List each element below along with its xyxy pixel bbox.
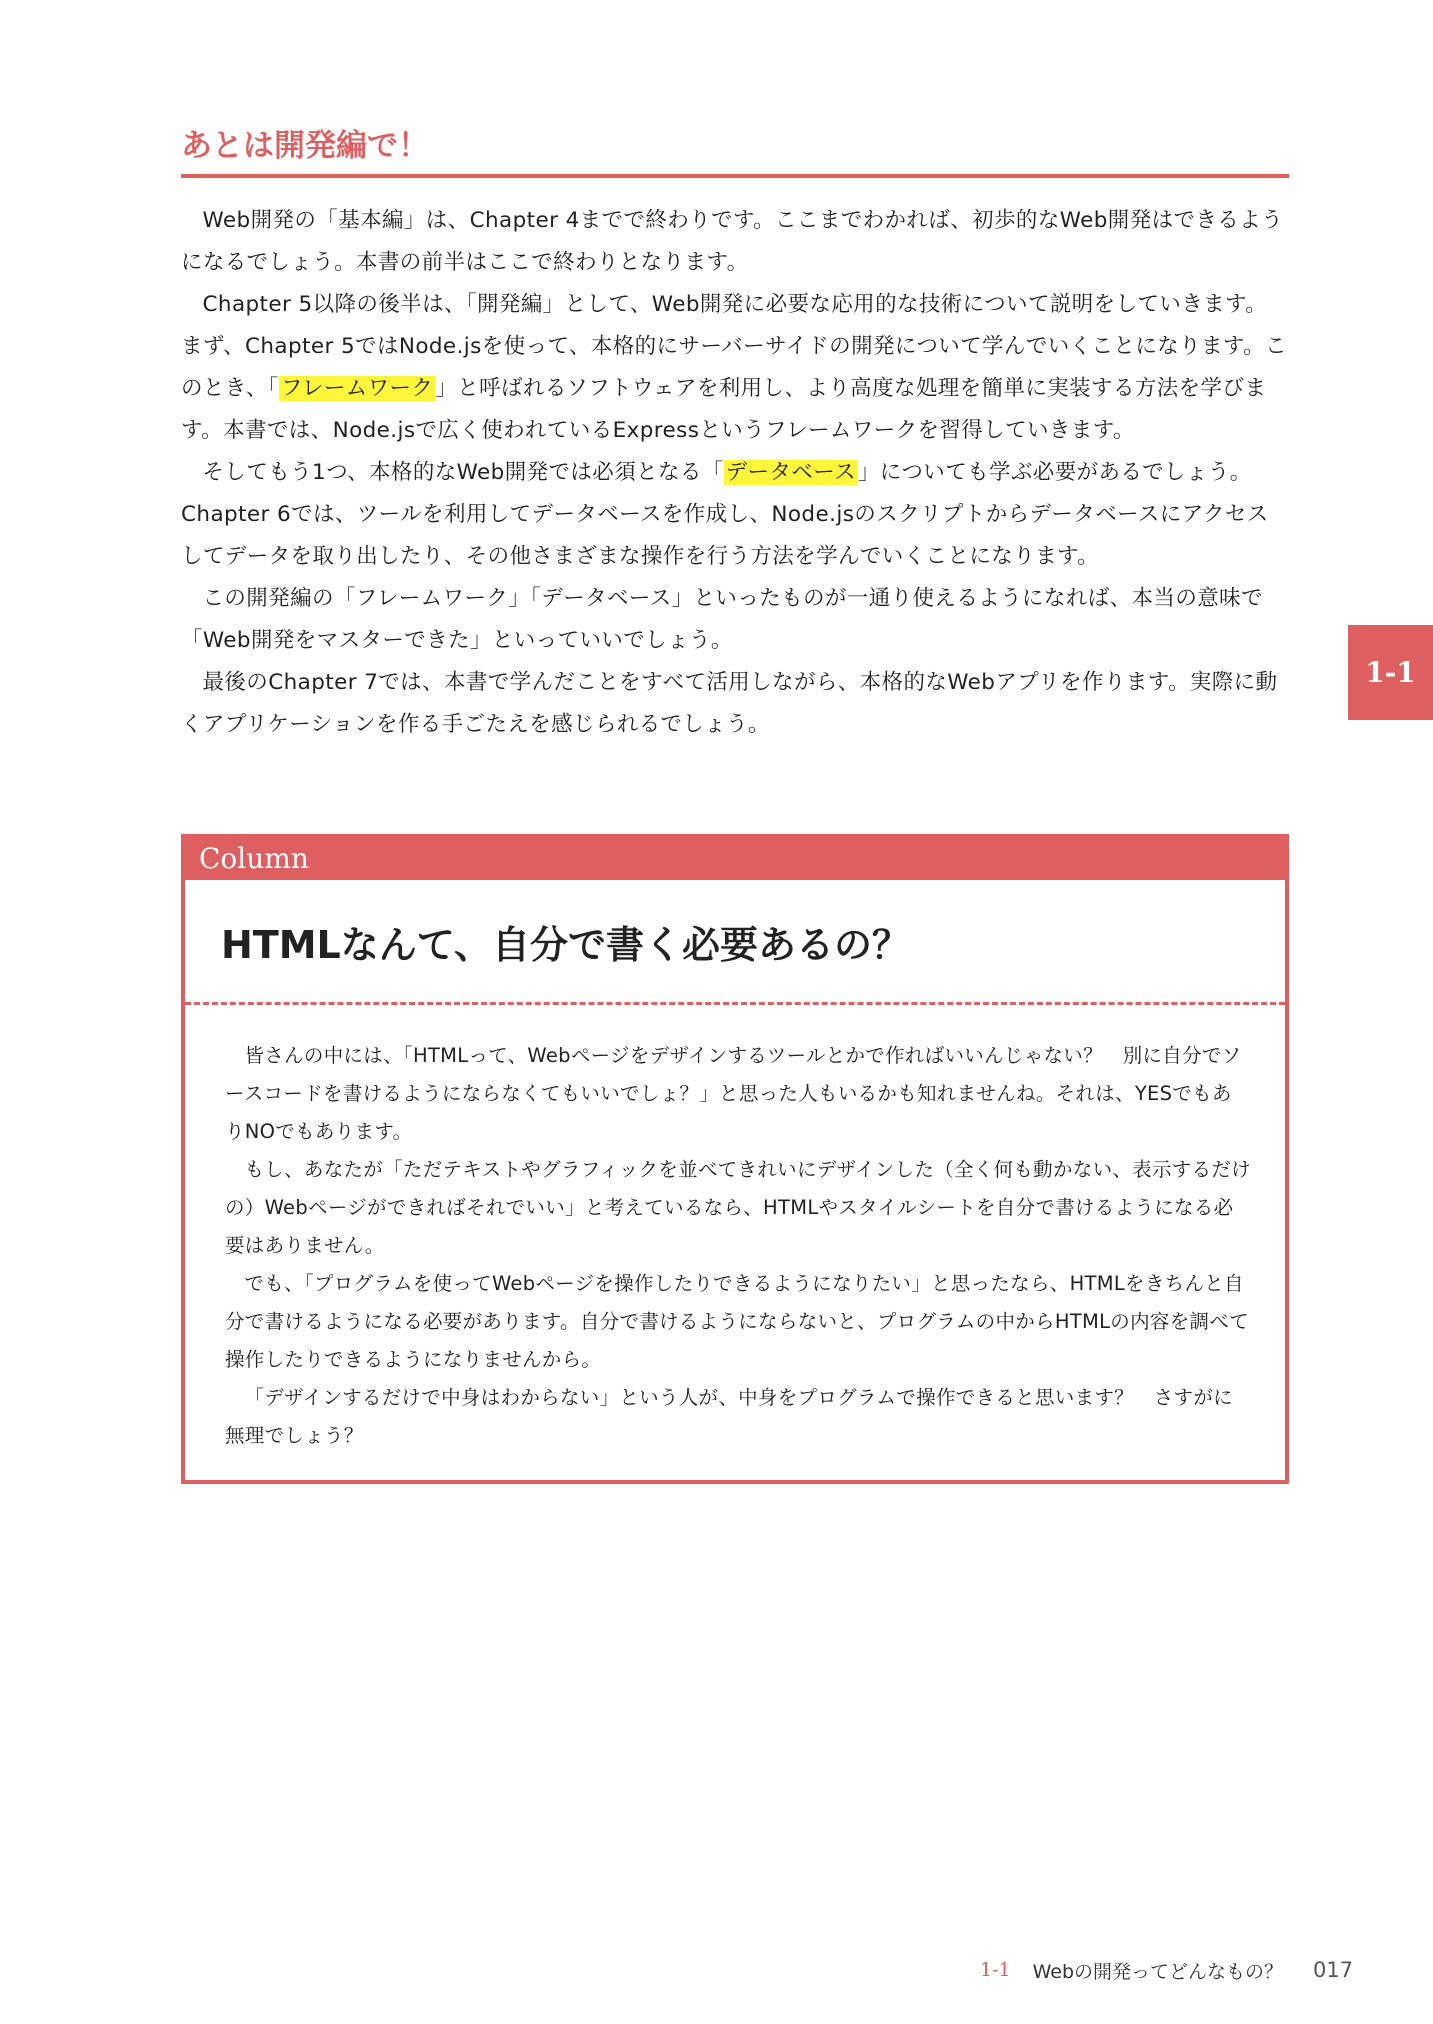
column-body (185, 1005, 1285, 1455)
paragraph: Web開発の「基本編」は、Chapter 4までで終わりです。ここまでわかれば、初歩的なWeb開発はできるようになるでしょう。本書の前半はここで終わりとなります。 (181, 208, 1284, 275)
column-box (181, 834, 1289, 1484)
main-body (181, 200, 1289, 746)
text-span: 」と呼ばれるソフトウェアを利用し、より高度な処理を簡単に実装する方法を学びます。本書では、Node.jsで広く使われているExpressというフレームワークを習得していきます。 (181, 376, 1267, 443)
column-paragraph: でも、「プログラムを使ってWebページを操作したりできるようになりたい」と思ったなら、HTMLをきちんと自分で書けるようになる必要があります。自分で書けるようにならないと、プログラムの中からHTMLの内容を調べて操作したりできるようになりませんから。 (225, 1272, 1249, 1371)
page-footer (980, 1950, 1353, 1990)
section-heading-container (181, 124, 1289, 178)
column-title: HTMLなんて、自分で書く必要あるの？ (185, 880, 1285, 1005)
column-paragraph: 皆さんの中には、「HTMLって、Webページをデザインするツールとかで作ればいいんじゃない？ 別に自分でソースコードを書けるようにならなくてもいいでしょ？」と思った人もいるかも知れませんね。それは、YESでもありNOでもあります。 (225, 1044, 1242, 1143)
paragraph: この開発編の「フレームワーク」「データベース」といったものが一通り使えるようになれば、本当の意味で「Web開発をマスターできた」といっていいでしょう。 (181, 586, 1263, 653)
highlight-framework: フレームワーク (280, 376, 434, 401)
text-span: Chapter 5以降の後半は、「開発編」として、Web開発に必要な応用的な技術について説明をしていきます。まず、Chapter 5ではNode.jsを使って、本格的にサーバーサイドの開発について学んでいくことになります。このとき、「 (181, 292, 1287, 401)
page-number: 017 (1313, 1958, 1354, 1982)
section-heading: あとは開発編で！ (181, 128, 429, 164)
column-label: Column (185, 838, 1285, 880)
footer-section-number: 1-1 (980, 1959, 1011, 1981)
chapter-side-tab: 1-1 (1348, 625, 1433, 720)
paragraph: 最後のChapter 7では、本書で学んだことをすべて活用しながら、本格的なWebアプリを作ります。実際に動くアプリケーションを作る手ごたえを感じられるでしょう。 (181, 670, 1278, 737)
footer-section-title: Webの開発ってどんなもの？ (1032, 1960, 1284, 1983)
text-span: そしてもう1つ、本格的なWeb開発では必須となる「 (202, 460, 724, 485)
column-paragraph: もし、あなたが「ただテキストやグラフィックを並べてきれいにデザインした（全く何も動かない、表示するだけの）Webページができればそれでいい」と考えているなら、HTMLやスタイルシートを自分で書けるようになる必要はありません。 (225, 1158, 1251, 1257)
text-span: 」についても学ぶ必要があるでしょう。Chapter 6では、ツールを利用してデータベースを作成し、Node.jsのスクリプトからデータベースにアクセスしてデータを取り出したり、その他さまざまな操作を行う方法を学んでいくことになります。 (181, 460, 1269, 569)
paragraph (181, 452, 1289, 578)
column-paragraph: 「デザインするだけで中身はわからない」という人が、中身をプログラムで操作できると思います？ さすがに無理でしょう？ (225, 1386, 1233, 1447)
paragraph (181, 284, 1289, 452)
highlight-database: データベース (725, 460, 857, 485)
